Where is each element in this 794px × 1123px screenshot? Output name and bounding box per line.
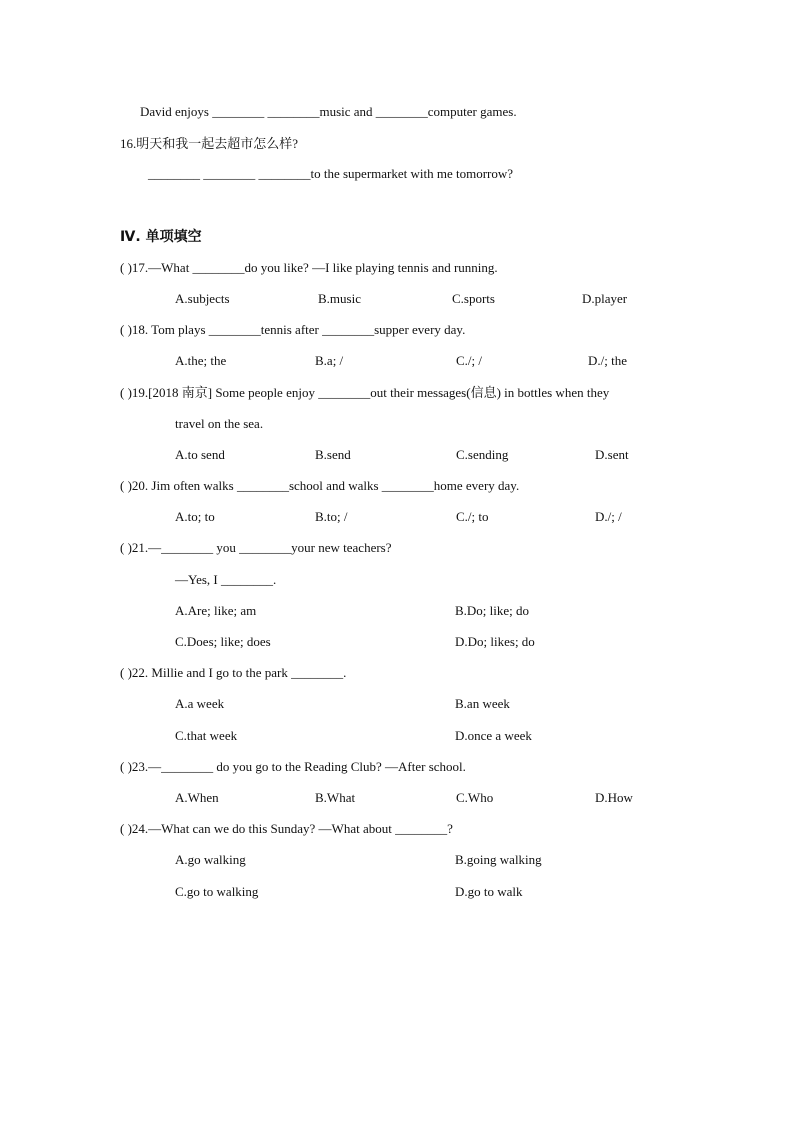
question-23: ( )23.—________ do you go to the Reading Club? —After school. <box>120 759 466 774</box>
q17-option-b: B.music <box>318 291 361 306</box>
q19-option-b: B.send <box>315 447 351 462</box>
q23-option-c: C.Who <box>456 790 494 805</box>
q24-option-a: A.go walking <box>175 852 246 867</box>
q20-option-b: B.to; / <box>315 509 348 524</box>
q19-option-d: D.sent <box>595 447 629 462</box>
q23-option-d: D.How <box>595 790 633 805</box>
question-21-answer-line: —Yes, I ________. <box>175 572 277 587</box>
q21-option-d: D.Do; likes; do <box>455 634 535 649</box>
q24-option-b: B.going walking <box>455 852 542 867</box>
q17-option-a: A.subjects <box>175 291 230 306</box>
question-24: ( )24.—What can we do this Sunday? —What about ________? <box>120 821 453 836</box>
q23-option-b: B.What <box>315 790 356 805</box>
q22-option-a: A.a week <box>175 696 225 711</box>
q24-option-d: D.go to walk <box>455 884 523 899</box>
section-title: Ⅳ. 单项填空 <box>120 229 202 245</box>
q18-option-a: A.the; the <box>175 353 227 368</box>
question-18: ( )18. Tom plays ________tennis after ________supper every day. <box>120 322 466 337</box>
q21-option-c: C.Does; like; does <box>175 634 271 649</box>
question-16-prompt: 16.明天和我一起去超市怎么样? <box>120 136 299 151</box>
q19-option-a: A.to send <box>175 447 225 462</box>
q17-option-c: C.sports <box>452 291 495 306</box>
q22-option-d: D.once a week <box>455 728 532 743</box>
sentence-line: David enjoys ________ ________music and ________computer games. <box>140 104 517 119</box>
question-20: ( )20. Jim often walks ________school and walks ________home every day. <box>120 478 520 493</box>
q18-option-b: B.a; / <box>315 353 344 368</box>
q18-option-d: D./; the <box>588 353 627 368</box>
q19-option-c: C.sending <box>456 447 509 462</box>
question-19: ( )19.[2018 南京] Some people enjoy ________out their messages(信息) in bottles when they <box>120 385 610 400</box>
q20-option-d: D./; / <box>595 509 622 524</box>
q20-option-c: C./; to <box>456 509 489 524</box>
q24-option-c: C.go to walking <box>175 884 259 899</box>
q22-option-b: B.an week <box>455 696 510 711</box>
question-19-continuation: travel on the sea. <box>175 416 264 431</box>
q17-option-d: D.player <box>582 291 628 306</box>
q21-option-b: B.Do; like; do <box>455 603 530 618</box>
question-16-blank-line: ________ ________ ________to the supermarket with me tomorrow? <box>148 166 514 181</box>
question-22: ( )22. Millie and I go to the park ________. <box>120 665 347 680</box>
q21-option-a: A.Are; like; am <box>175 603 257 618</box>
q20-option-a: A.to; to <box>175 509 215 524</box>
q23-option-a: A.When <box>175 790 219 805</box>
q18-option-c: C./; / <box>456 353 483 368</box>
question-17: ( )17.—What ________do you like? —I like playing tennis and running. <box>120 260 498 275</box>
q22-option-c: C.that week <box>175 728 238 743</box>
question-21: ( )21.—________ you ________your new teachers? <box>120 540 392 555</box>
